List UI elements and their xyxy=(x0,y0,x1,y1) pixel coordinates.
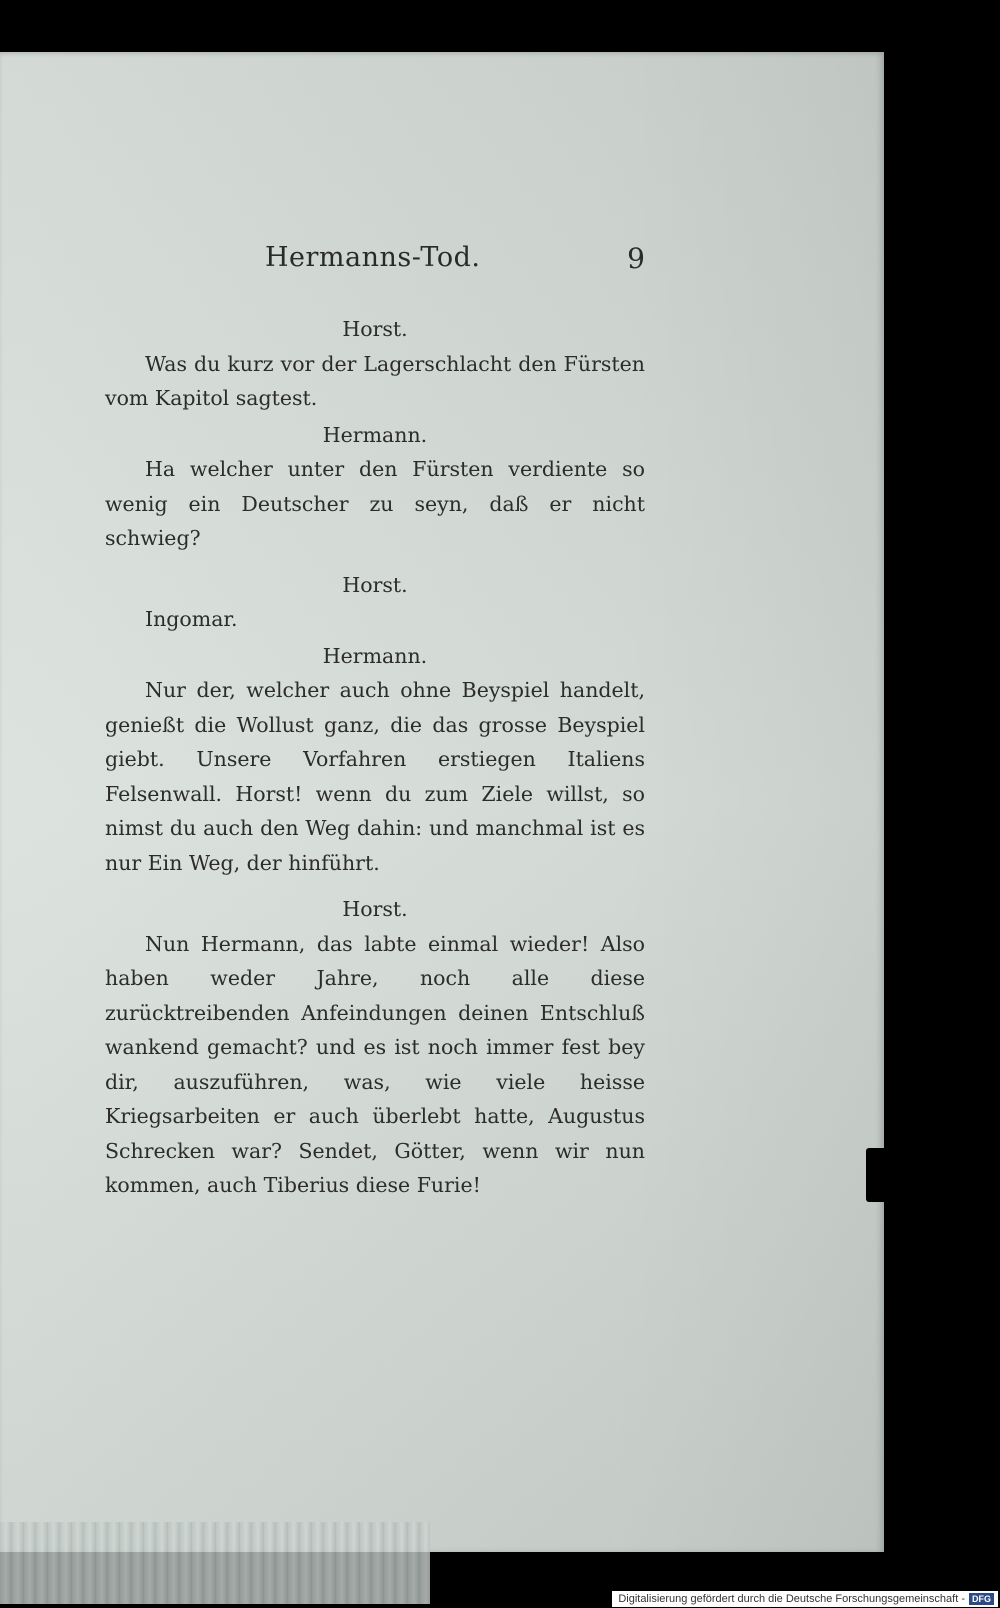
speaker-label: Horst. xyxy=(342,317,408,341)
speaker-label: Horst. xyxy=(342,572,408,597)
speaker-label: Hermann. xyxy=(322,422,428,447)
speech-paragraph: Nun Hermann, das labte einmal wieder! Also haben weder Jahre, noch alle diese zurücktreibenden Anfeindungen deinen Entschluß wankend gemacht? und es ist noch immer fest bey dir, auszuführen, was, wie viele heisse Kriegsarbeiten er auch überlebt hatte, Augustus Schrecken war? Sendet, Götter, wenn wir nun kommen, auch Tiberius diese Furie! xyxy=(105,931,645,1197)
speaker-label: Horst. xyxy=(342,897,408,921)
page-header xyxy=(105,242,645,292)
speech-paragraph: Ha welcher unter den Fürsten verdiente so wenig ein Deutscher zu seyn, daß er nicht schwieg? xyxy=(105,457,645,550)
digitization-credit xyxy=(612,1591,998,1607)
dfg-logo-icon: DFG xyxy=(969,1593,994,1605)
speech-paragraph: Nur der, welcher auch ohne Beyspiel handelt, genießt die Wollust ganz, die das grosse Beyspiel giebt. Unsere Vorfahren erstiegen Italiens Felsenwall. Horst! wenn du zum Ziele willst, so nimst du auch den Weg dahin: und manchmal ist es nur Ein Weg, der hinführt. xyxy=(105,678,645,875)
page-text xyxy=(105,312,645,1205)
page-edge-tab xyxy=(866,1148,888,1202)
speaker-label: Hermann. xyxy=(322,643,428,668)
running-title: Hermanns-Tod. xyxy=(265,242,481,273)
page-binding-edge xyxy=(0,1522,430,1604)
speech-paragraph: Ingomar. xyxy=(145,607,238,631)
speech-paragraph: Was du kurz vor der Lagerschlacht den Fürsten vom Kapitol sagtest. xyxy=(105,351,645,410)
page-number: 9 xyxy=(627,242,645,275)
credit-text: Digitalisierung gefördert durch die Deutsche Forschungsgemeinschaft - xyxy=(618,1593,965,1605)
